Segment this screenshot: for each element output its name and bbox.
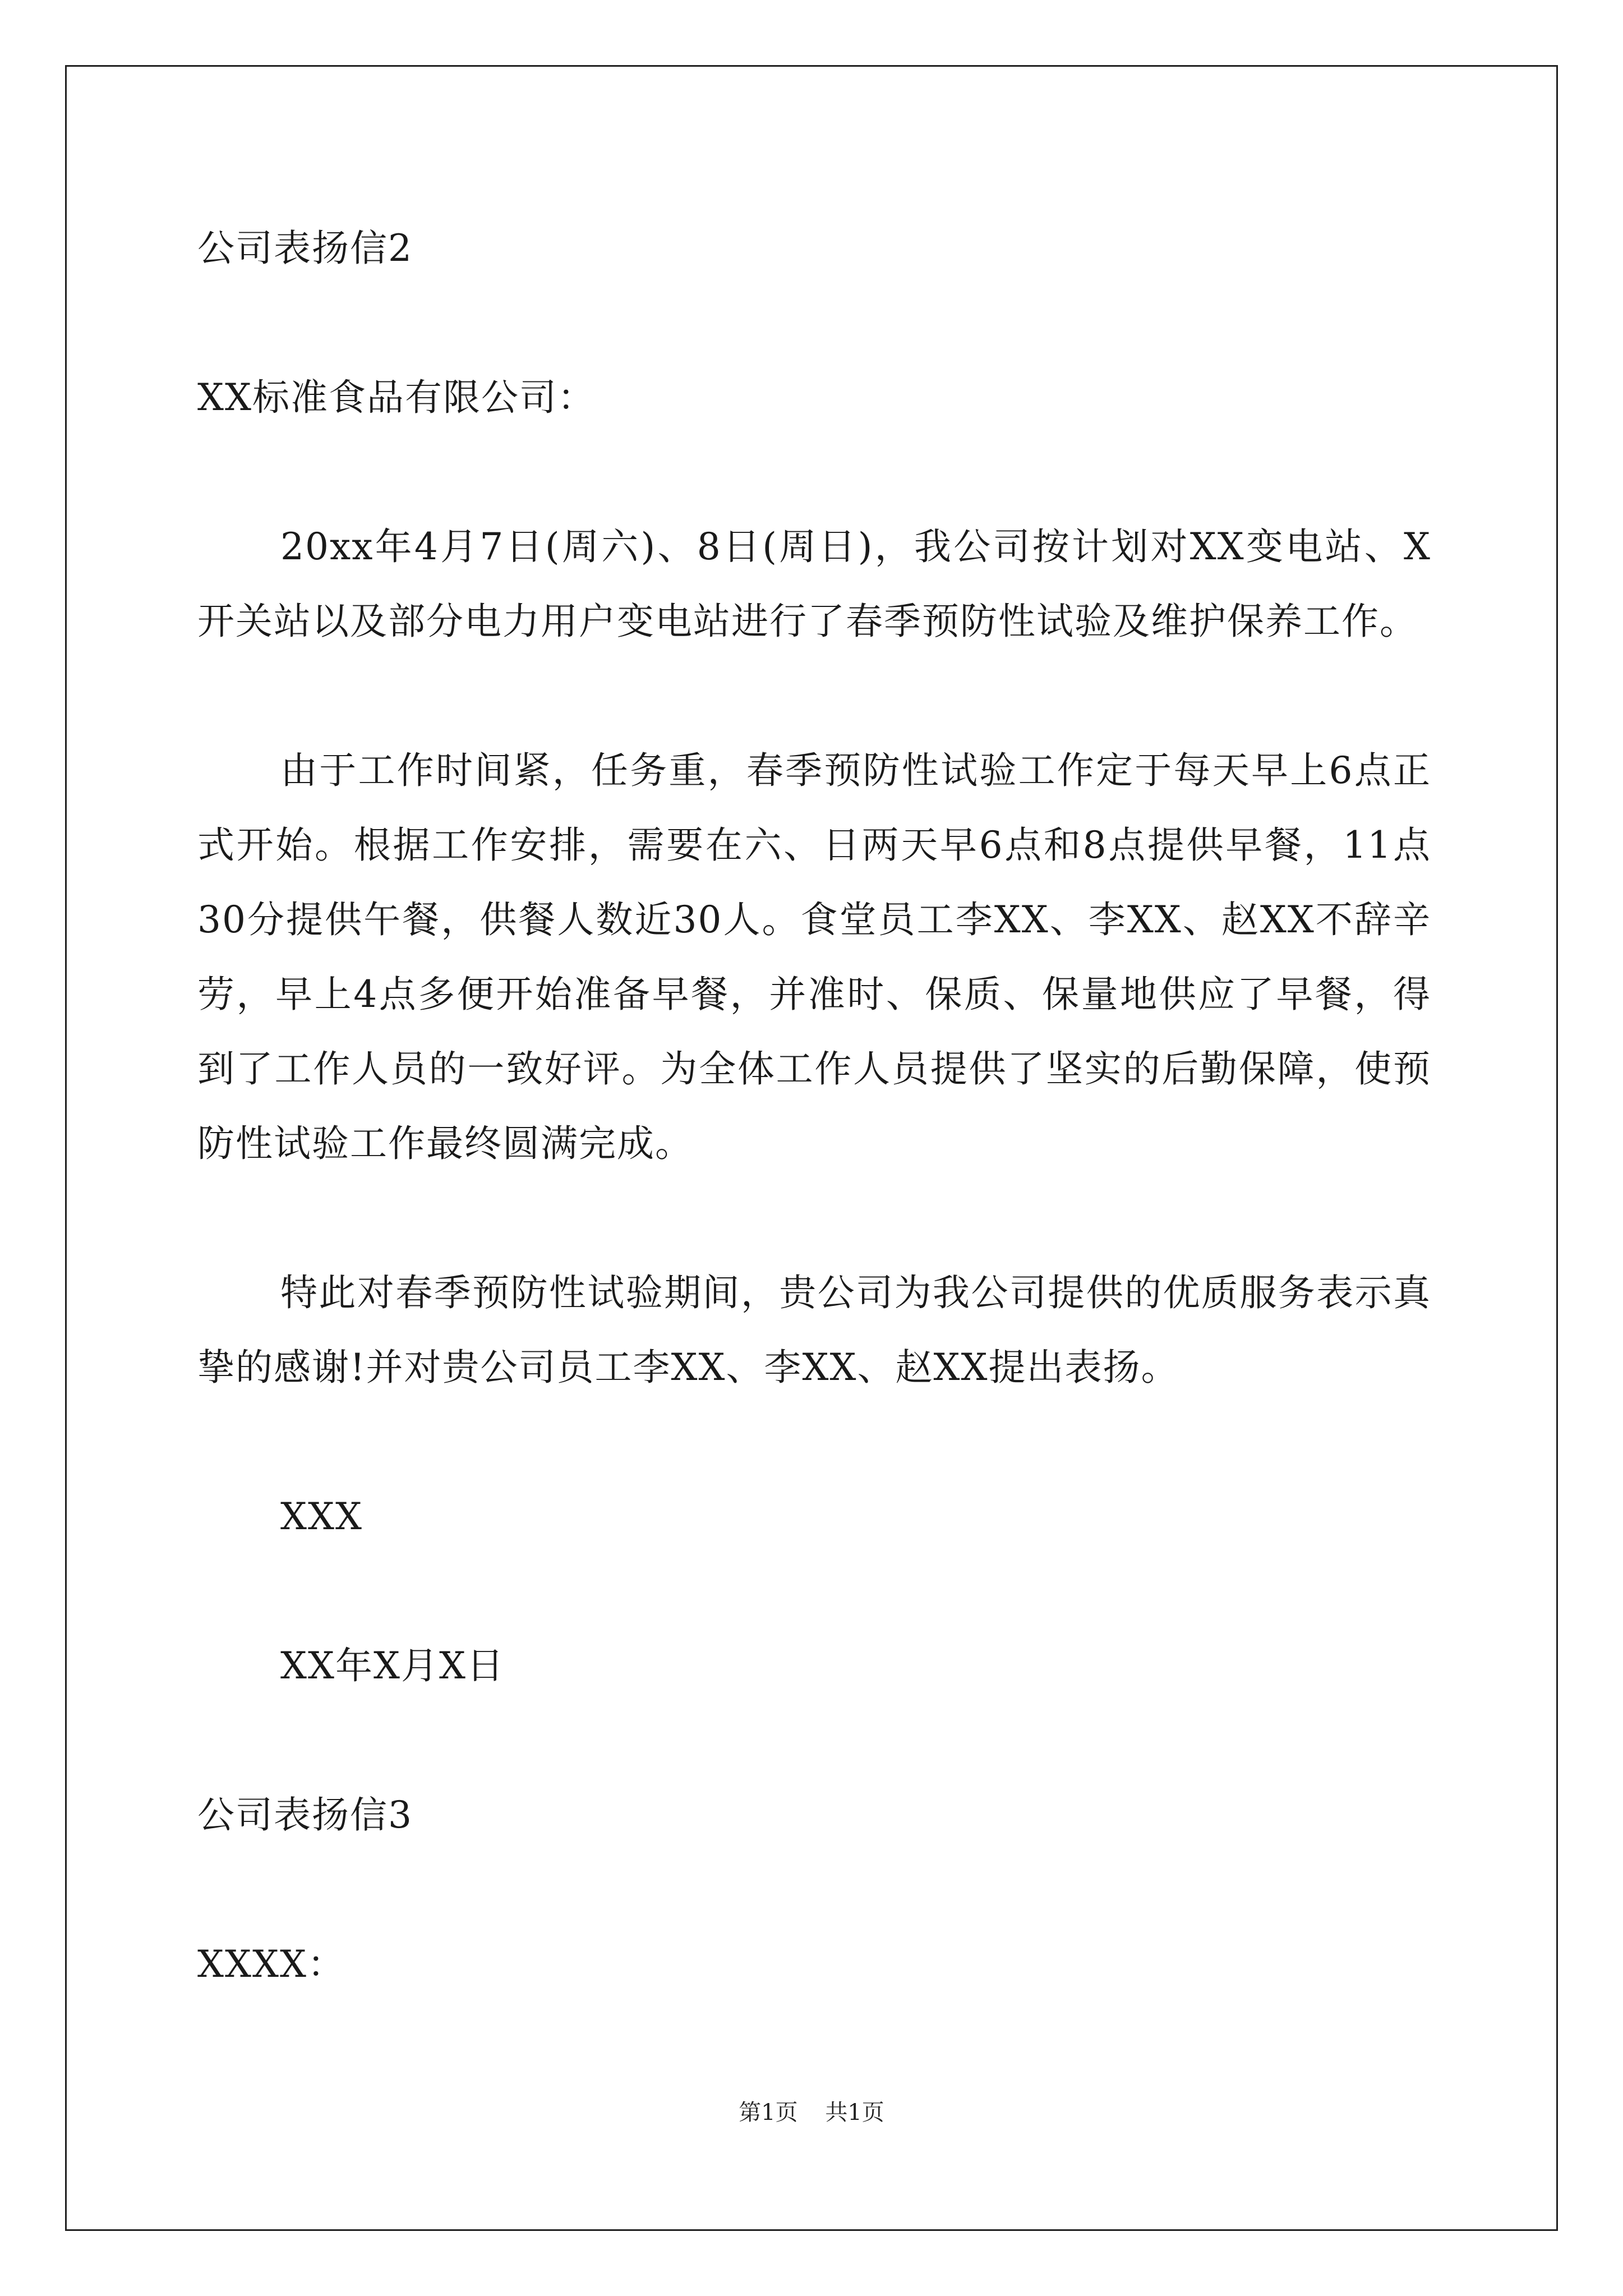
page-number-current: 第1页 <box>739 2100 798 2125</box>
spacer <box>197 659 1431 733</box>
letter2-signature: XXX <box>280 1495 363 1538</box>
letter2-paragraph-2: 由于工作时间紧，任务重，春季预防性试验工作定于每天早上6点正式开始。根据工作安排，需要在六、日两天早6点和8点提供早餐，11点30分提供午餐，供餐人数近30人。食堂员工李XX、李XX、赵XX不辞辛劳，早上4点多便开始准备早餐，并准时、保质、保量地供应了早餐，得到了工作人员的一致好评。为全体工作人员提供了坚实的后勤保障，使预防性试验工作最终圆满完成。 <box>197 749 1431 1165</box>
letter2-date: XX年X月X日 <box>280 1644 505 1687</box>
letter3-title: 公司表扬信3 <box>197 1793 413 1837</box>
page-footer <box>0 2096 1623 2129</box>
page-number-total: 共1页 <box>825 2100 884 2125</box>
spacer <box>197 1181 1431 1255</box>
letter2-salutation: XX标准食品有限公司： <box>197 376 596 419</box>
spacer <box>197 1405 1431 1479</box>
letter2-title: 公司表扬信2 <box>197 227 413 270</box>
letter3-salutation: XXXX： <box>197 1943 345 1986</box>
letter2-paragraph-3: 特此对春季预防性试验期间，贵公司为我公司提供的优质服务表示真挚的感谢!并对贵公司员工李XX、李XX、赵XX提出表扬。 <box>197 1271 1431 1389</box>
document-body <box>197 211 1431 2001</box>
letter2-paragraph-1: 20xx年4月7日(周六)、8日(周日)，我公司按计划对XX变电站、X开关站以及部分电力用户变电站进行了春季预防性试验及维护保养工作。 <box>197 525 1431 643</box>
